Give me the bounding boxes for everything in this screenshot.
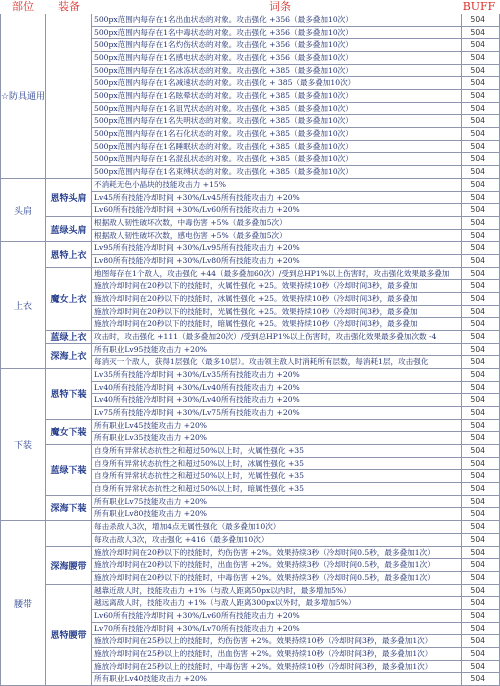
equipment-name	[46, 521, 92, 546]
buff-value: 504	[462, 673, 500, 686]
equipment-name: 魔女上衣	[46, 268, 92, 331]
entry-text: 施放冷却时间在20秒以下的技能时，出血伤害 +2%。效果持续3秒（冷却时间0.5秒，最多叠加1次）	[92, 559, 462, 572]
buff-value: 504	[462, 204, 500, 217]
entry-text: 地图每存在1个敌人，攻击强化 +44（最多叠加60次）/受到总HP1%以上伤害时，攻击强化效果最多叠加	[92, 268, 462, 281]
header-buff: BUFF	[458, 0, 500, 13]
entry-text: 越靠近敌人时，技能攻击力 +1%（与敌人距离50px以内时，最多增加5%）	[92, 585, 462, 598]
entry-text: 不消耗无色小晶块的技能攻击力 +15%	[92, 179, 462, 192]
entry-text: 每击杀敌人3次，增加4点无属性强化（最多叠加10次）	[92, 521, 462, 534]
entry-text: 施放冷却时间在20秒以下的技能时，冰属性强化 +25。效果持续10秒（冷却时间3秒，最多叠加	[92, 293, 462, 306]
equipment-name: 蓝绿下装	[46, 445, 92, 496]
entry-text: 500px范围内每存在1名睡眠状态的对象。攻击强化 +385（最多叠加10次）	[92, 141, 462, 154]
header-entry: 词条	[92, 0, 468, 13]
buff-value: 504	[462, 318, 500, 331]
buff-value: 504	[462, 432, 500, 445]
entry-text: Lv95所有技能冷却时间 +30%/Lv95所有技能攻击力 +20%	[92, 242, 462, 255]
buff-value: 504	[462, 470, 500, 483]
entry-text: 所有职业Lv45技能攻击力 +20%	[92, 420, 462, 433]
equipment-name	[46, 14, 92, 179]
buff-value: 504	[462, 394, 500, 407]
buff-value: 504	[462, 648, 500, 661]
equipment-name: 恩特上衣	[46, 242, 92, 267]
entry-text: 500px范围内每存在1名冰冻状态的对象。攻击强化 +385（最多叠加10次）	[92, 65, 462, 78]
equipment-name: 恩特头肩	[46, 179, 92, 217]
buff-value: 504	[462, 65, 500, 78]
buff-value: 504	[462, 115, 500, 128]
buff-value: 504	[462, 280, 500, 293]
entry-text: 所有职业Lv95技能攻击力 +20%	[92, 344, 462, 357]
buff-value: 504	[462, 623, 500, 636]
buff-value: 504	[462, 293, 500, 306]
entry-text: 500px范围内每存在1名灼伤状态的对象。攻击强化 +356（最多叠加10次）	[92, 39, 462, 52]
buff-value: 504	[462, 103, 500, 116]
equipment-name: 深海上衣	[46, 344, 92, 369]
entry-text: 500px范围内每存在1名感电状态的对象。攻击强化 +356（最多叠加10次）	[92, 52, 462, 65]
entry-text: 500px范围内每存在1名混乱状态的对象。攻击强化 +385（最多叠加10次）	[92, 153, 462, 166]
buff-value: 504	[462, 496, 500, 509]
equipment-name: 深海腰带	[46, 547, 92, 585]
entry-text: Lv80所有技能冷却时间 +30%/Lv80所有技能攻击力 +20%	[92, 255, 462, 268]
entry-text: 500px范围内每存在1名束缚状态的对象。攻击强化 +385（最多叠加10次）	[92, 166, 462, 179]
buff-value: 504	[462, 597, 500, 610]
part-name: 头肩	[0, 179, 46, 242]
entry-text: Lv35所有技能冷却时间 +30%/Lv35所有技能攻击力 +20%	[92, 369, 462, 382]
entry-text: 500px范围内每存在1名石化状态的对象。攻击强化 +385（最多叠加10次）	[92, 128, 462, 141]
buff-value: 504	[462, 77, 500, 90]
entry-text: 所有职业Lv75技能攻击力 +20%	[92, 496, 462, 509]
entry-text: 攻击时，攻击强化 +111（最多叠加20次）/受到总HP1%以上伤害时，攻击强化效果最多叠加次数 -4	[92, 331, 462, 344]
buff-value: 504	[462, 445, 500, 458]
entry-text: 每攻击敌人3次，攻击强化 +416（最多叠加10次）	[92, 534, 462, 547]
entry-text: 自身所有异常状态抗性之和超过50%以上时，暗属性强化 +35	[92, 483, 462, 496]
equipment-name: 恩特腰带	[46, 585, 92, 686]
entry-text: 施放冷却时间在25秒以上的技能时，中毒伤害 +2%。效果持续10秒（冷却时间3秒，最多叠加1次）	[92, 661, 462, 674]
buff-value: 504	[462, 255, 500, 268]
entry-text: Lv60所有技能冷却时间 +30%/Lv60所有技能攻击力 +20%	[92, 610, 462, 623]
entry-text: 500px范围内每存在1名减速状态的对象。攻击强化 + 385（最多叠加10次）	[92, 77, 462, 90]
buff-value: 504	[462, 356, 500, 369]
equipment-name: 蓝绿上衣	[46, 331, 92, 344]
entry-text: 越远离敌人时，技能攻击力 +1%（与敌人距离300px以外时，最多增加5%）	[92, 597, 462, 610]
buff-value: 504	[462, 27, 500, 40]
entry-text: 500px范围内每存在1名出血状态的对象。攻击强化 +356（最多叠加10次）	[92, 14, 462, 27]
buff-value: 504	[462, 52, 500, 65]
equipment-name: 深海下装	[46, 496, 92, 521]
buff-value: 504	[462, 521, 500, 534]
buff-value: 504	[462, 585, 500, 598]
entry-text: 施放冷却时间在20秒以下的技能时，火属性强化 +25。效果持续10秒（冷却时间3秒，最多叠加	[92, 280, 462, 293]
entry-text: 500px范围内每存在1名眩晕状态的对象。攻击强化 +385（最多叠加10次）	[92, 90, 462, 103]
entry-text: 施放冷却时间在20秒以下的技能时，中毒伤害 +2%。效果持续3秒（冷却时间0.5秒，最多叠加1次）	[92, 572, 462, 585]
buff-value: 504	[462, 268, 500, 281]
buff-value: 504	[462, 242, 500, 255]
part-name: 上衣	[0, 242, 46, 369]
buff-value: 504	[462, 534, 500, 547]
buff-value: 504	[462, 141, 500, 154]
entry-text: Lv70所有技能冷却时间 +30%/Lv70所有技能攻击力 +20%	[92, 623, 462, 636]
entry-text: Lv75所有技能冷却时间 +30%/Lv75所有技能攻击力 +20%	[92, 407, 462, 420]
buff-value: 504	[462, 610, 500, 623]
entry-text: 施放冷却时间在20秒以下的技能时，暗属性强化 +25。效果持续10秒（冷却时间3秒，最多叠加	[92, 318, 462, 331]
entry-text: Lv40所有技能冷却时间 +30%/Lv40所有技能攻击力 +20%	[92, 394, 462, 407]
header-equipment: 装备	[46, 0, 92, 13]
buff-value: 504	[462, 458, 500, 471]
entry-text: 根据敌人韧性破坏次数，感电伤害 +5%（最多叠加5次）	[92, 230, 462, 243]
entry-text: 施放冷却时间在20秒以下的技能时，灼伤伤害 +2%。效果持续3秒（冷却时间0.5秒，最多叠加1次）	[92, 547, 462, 560]
buff-value: 504	[462, 483, 500, 496]
entry-text: 500px范围内每存在1名失明状态的对象。攻击强化 +385（最多叠加10次）	[92, 115, 462, 128]
entry-text: 所有职业Lv35技能攻击力 +20%	[92, 432, 462, 445]
entry-text: 施放冷却时间在25秒以上的技能时，灼伤伤害 +2%。效果持续10秒（冷却时间3秒，最多叠加1次）	[92, 635, 462, 648]
equipment-name: 魔女下装	[46, 420, 92, 445]
buff-value: 504	[462, 128, 500, 141]
buff-value: 504	[462, 572, 500, 585]
entry-text: 每消灭一个敌人，获得1层强化（最多10层）。攻击领主敌人时消耗所有层数，每消耗1层，攻击强化	[92, 356, 462, 369]
entry-text: 自身所有异常状态抗性之和超过50%以上时，火属性强化 +35	[92, 445, 462, 458]
entry-text: 施放冷却时间在20秒以下的技能时，光属性强化 +25。效果持续10秒（冷却时间3秒，最多叠加	[92, 306, 462, 319]
entry-text: Lv45所有技能冷却时间 +30%/Lv45所有技能攻击力 +20%	[92, 192, 462, 205]
buff-value: 504	[462, 344, 500, 357]
entry-text: Lv40所有技能冷却时间 +30%/Lv40所有技能攻击力 +20%	[92, 382, 462, 395]
entry-text: 500px范围内每存在1名中毒状态的对象。攻击强化 +356（最多叠加10次）	[92, 27, 462, 40]
header-part: 部位	[0, 0, 46, 13]
buff-value: 504	[462, 217, 500, 230]
buff-value: 504	[462, 230, 500, 243]
equipment-name: 恩特下装	[46, 369, 92, 420]
buff-value: 504	[462, 547, 500, 560]
entry-text: 施放冷却时间在25秒以上的技能时，出血伤害 +2%。效果持续10秒（冷却时间3秒，最多叠加1次）	[92, 648, 462, 661]
entry-text: 自身所有异常状态抗性之和超过50%以上时，冰属性强化 +35	[92, 458, 462, 471]
equipment-name: 蓝绿头肩	[46, 217, 92, 242]
buff-value: 504	[462, 559, 500, 572]
part-name: 下装	[0, 369, 46, 521]
buff-value: 504	[462, 508, 500, 521]
part-name: 腰带	[0, 521, 46, 686]
buff-value: 504	[462, 306, 500, 319]
buff-value: 504	[462, 369, 500, 382]
buff-value: 504	[462, 179, 500, 192]
buff-value: 504	[462, 661, 500, 674]
buff-value: 504	[462, 192, 500, 205]
buff-value: 504	[462, 166, 500, 179]
buff-value: 504	[462, 153, 500, 166]
buff-value: 504	[462, 407, 500, 420]
buff-value: 504	[462, 331, 500, 344]
entry-text: 所有职业Lv40技能攻击力 +20%	[92, 673, 462, 686]
buff-value: 504	[462, 90, 500, 103]
buff-value: 504	[462, 39, 500, 52]
entry-text: 自身所有异常状态抗性之和超过50%以上时，光属性强化 +35	[92, 470, 462, 483]
buff-value: 504	[462, 14, 500, 27]
entry-text: 根据敌人韧性破坏次数，中毒伤害 +5%（最多叠加5次）	[92, 217, 462, 230]
entry-text: 500px范围内每存在1名诅咒状态的对象。攻击强化 +385（最多叠加10次）	[92, 103, 462, 116]
buff-value: 504	[462, 420, 500, 433]
buff-value: 504	[462, 635, 500, 648]
entry-text: Lv60所有技能冷却时间 +30%/Lv60所有技能攻击力 +20%	[92, 204, 462, 217]
buff-value: 504	[462, 382, 500, 395]
entry-text: 所有职业Lv80技能攻击力 +20%	[92, 508, 462, 521]
part-name: ☆防具通用	[0, 14, 46, 179]
